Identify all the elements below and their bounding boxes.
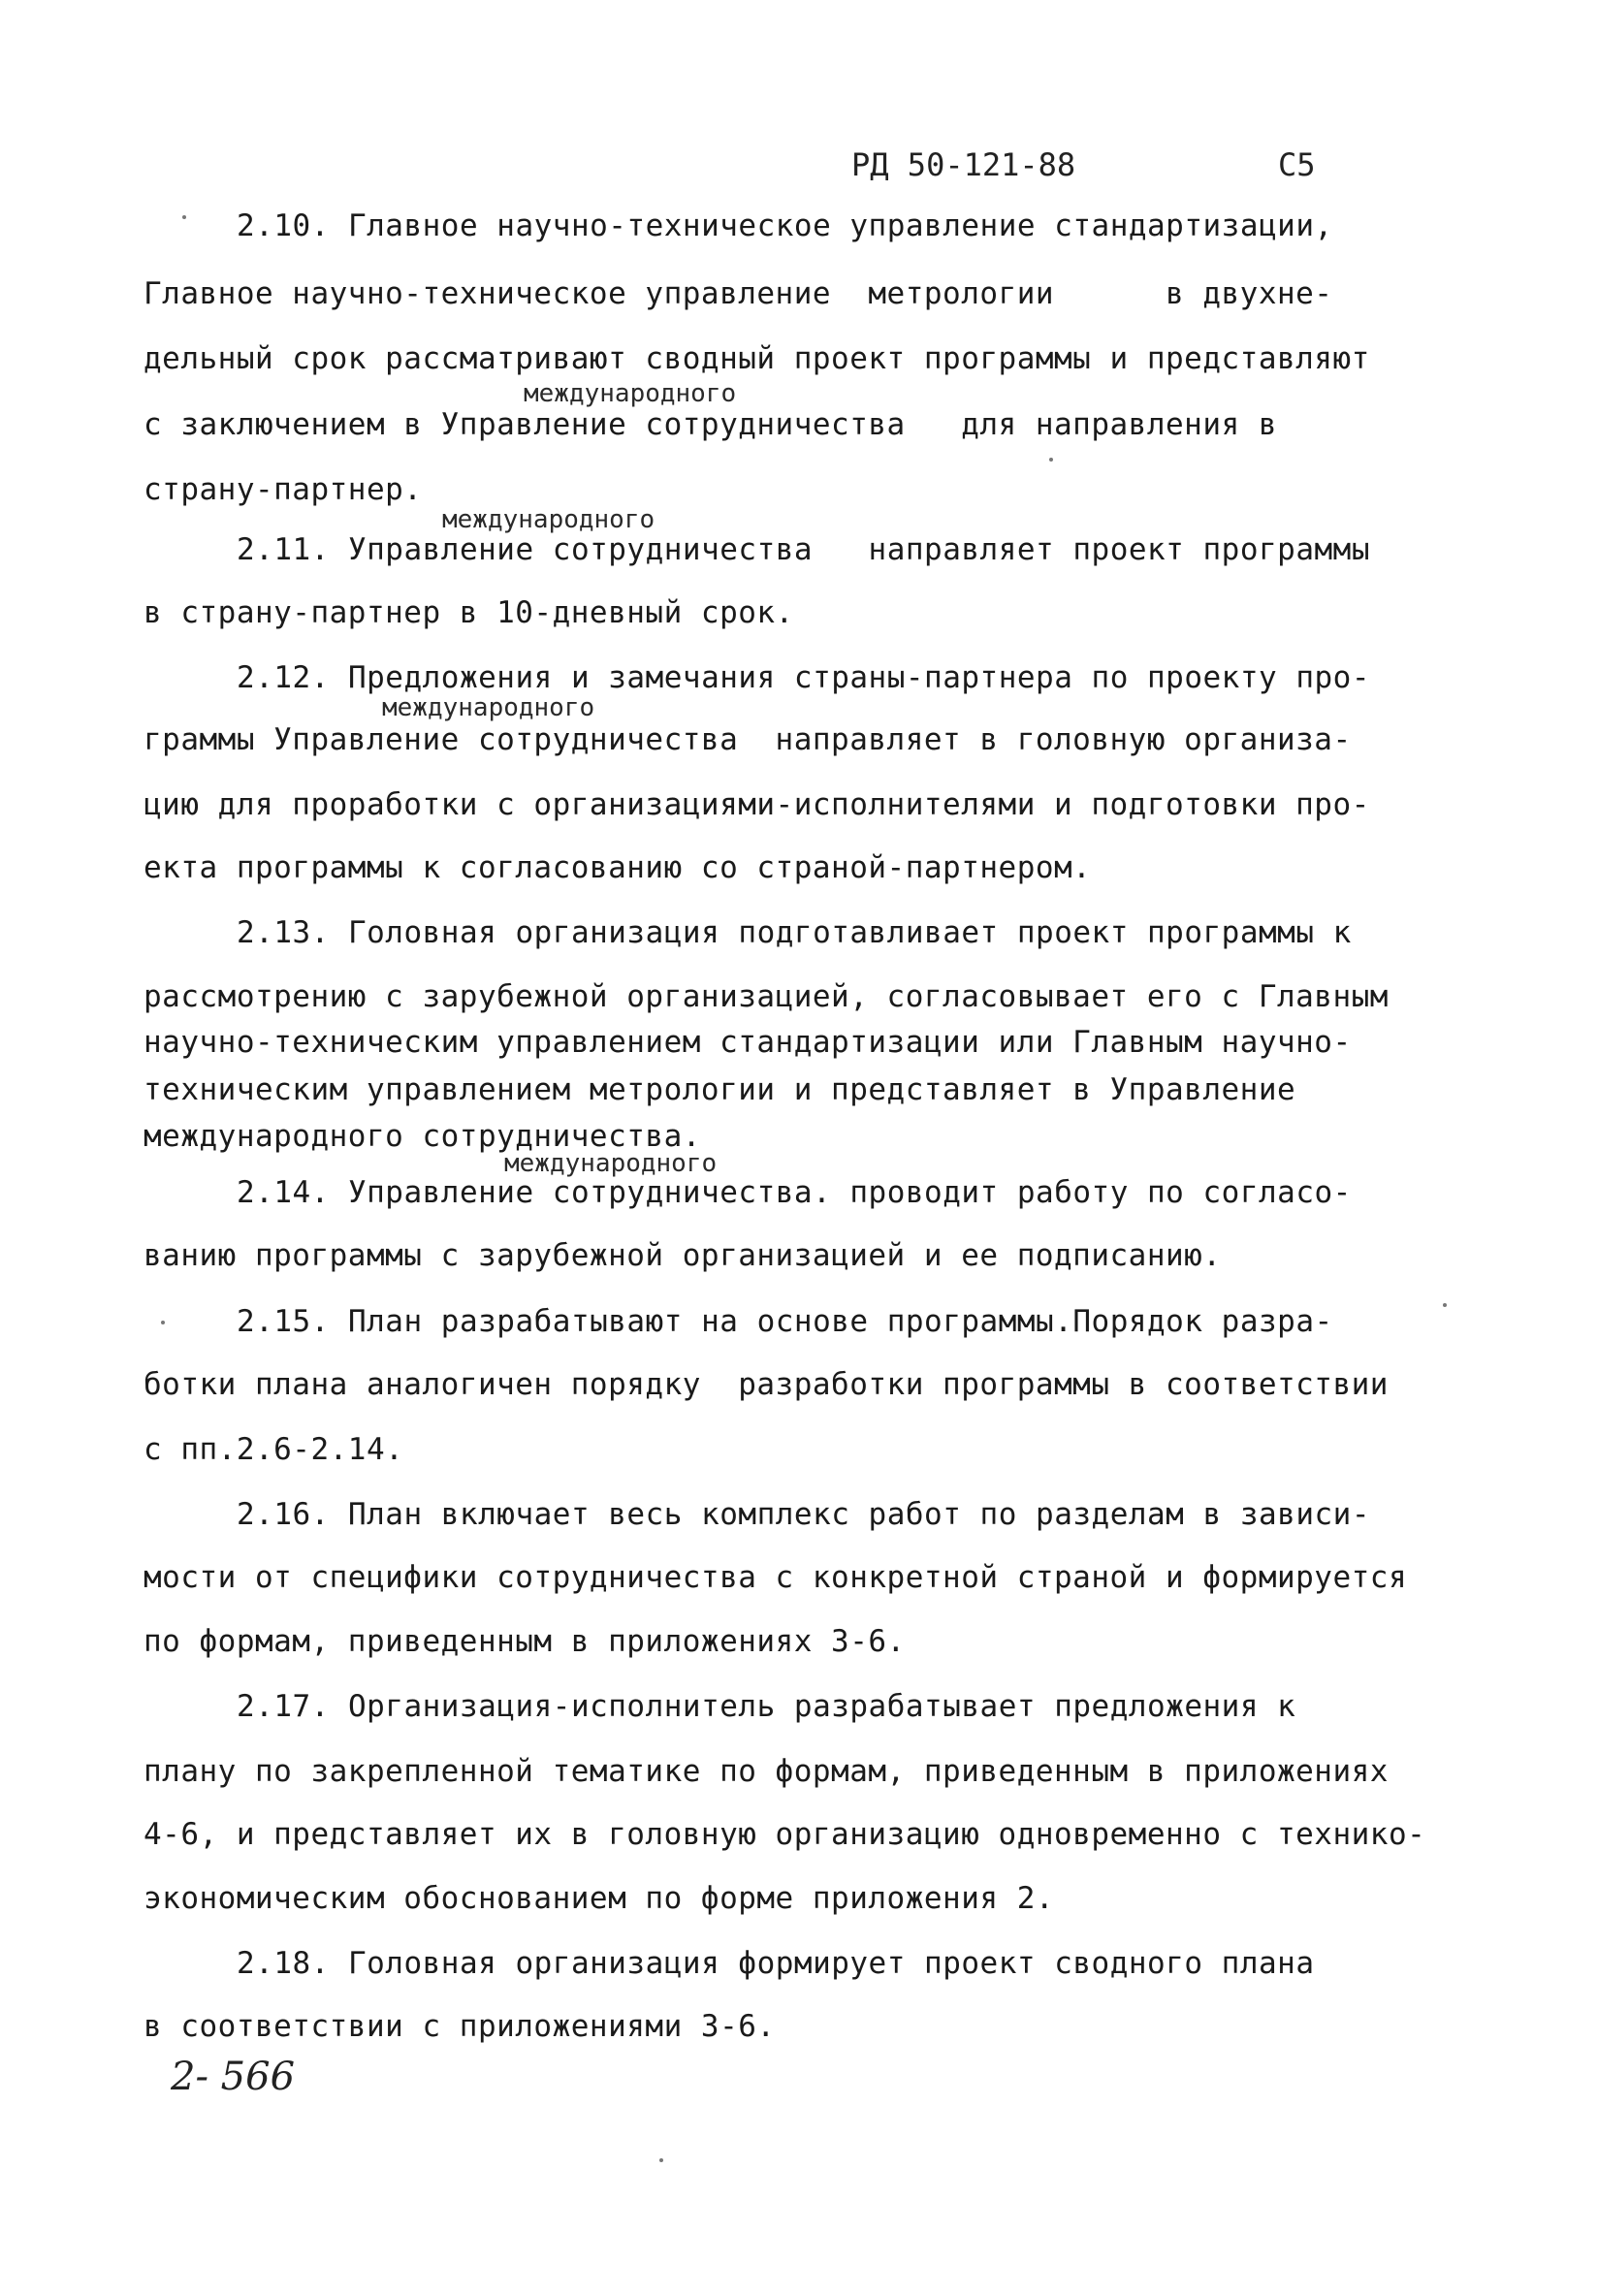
scan-speck: [161, 1321, 165, 1324]
text-line: в соответствии с приложениями 3-6.: [144, 2009, 776, 2044]
text-line: страну-партнер.: [144, 472, 423, 507]
text-line: с заключением в Управление сотрудничества для направления в: [144, 407, 1277, 442]
text-line: по формам, приведенным в приложениях 3-6.: [144, 1624, 906, 1659]
text-line: 2.15. План разрабатывают на основе программы.Порядок разра-: [237, 1304, 1333, 1339]
handwritten-insertion: международного: [382, 693, 595, 722]
scan-speck: [659, 2158, 663, 2162]
text-line: 2.13. Головная организация подготавливает проект программы к: [237, 915, 1352, 950]
handwritten-insertion: международного: [524, 379, 737, 408]
handwritten-insertion: международного: [442, 505, 655, 534]
text-line: ботки плана аналогичен порядку разработки программы в соответствии: [144, 1367, 1389, 1402]
text-line: 4-6, и представляет их в головную организацию одновременно с технико-: [144, 1817, 1426, 1852]
text-line: международного сотрудничества.: [144, 1119, 701, 1154]
text-line: экономическим обоснованием по форме приложения 2.: [144, 1881, 1055, 1916]
text-line: екта программы к согласованию со страной-партнером.: [144, 850, 1092, 885]
scan-speck: [182, 215, 186, 219]
text-line: 2.12. Предложения и замечания страны-партнера по проекту про-: [237, 660, 1370, 695]
text-line: с пп.2.6-2.14.: [144, 1432, 404, 1467]
text-line: плану по закрепленной тематике по формам, приведенным в приложениях: [144, 1754, 1389, 1789]
text-line: рассмотрению с зарубежной организацией, согласовывает его с Главным: [144, 979, 1389, 1014]
handwritten-insertion: международного: [504, 1149, 718, 1178]
text-line: 2.18. Головная организация формирует проект сводного плана: [237, 1946, 1315, 1981]
text-line: техническим управлением метрологии и представляет в Управление: [144, 1072, 1296, 1107]
scan-speck: [1443, 1303, 1447, 1307]
text-line: цию для проработки с организациями-исполнителями и подготовки про-: [144, 787, 1370, 822]
text-line: 2.11. Управление сотрудничества направляет проект программы: [237, 532, 1370, 567]
page-number: С5: [1278, 146, 1316, 183]
text-line: в страну-партнер в 10-дневный срок.: [144, 595, 794, 630]
text-line: мости от специфики сотрудничества с конкретной страной и формируется: [144, 1560, 1408, 1595]
text-line: 2.14. Управление сотрудничества. проводит работу по согласо-: [237, 1175, 1352, 1210]
scan-speck: [1049, 458, 1053, 462]
text-line: 2.16. План включает весь комплекс работ по разделам в зависи-: [237, 1497, 1370, 1532]
document-code: РД 50-121-88: [851, 146, 1076, 183]
text-line: 2.10. Главное научно-техническое управление стандартизации,: [237, 208, 1333, 243]
handwritten-note: 2- 566: [171, 2055, 296, 2099]
text-line: Главное научно-техническое управление метрологии в двухне-: [144, 276, 1333, 311]
text-line: дельный срок рассматривают сводный проект программы и представляют: [144, 341, 1370, 376]
text-line: граммы Управление сотрудничества направляет в головную организа-: [144, 722, 1352, 757]
text-line: научно-техническим управлением стандартизации или Главным научно-: [144, 1025, 1352, 1060]
text-line: ванию программы с зарубежной организацией и ее подписанию.: [144, 1238, 1222, 1273]
text-line: 2.17. Организация-исполнитель разрабатывает предложения к: [237, 1689, 1296, 1724]
